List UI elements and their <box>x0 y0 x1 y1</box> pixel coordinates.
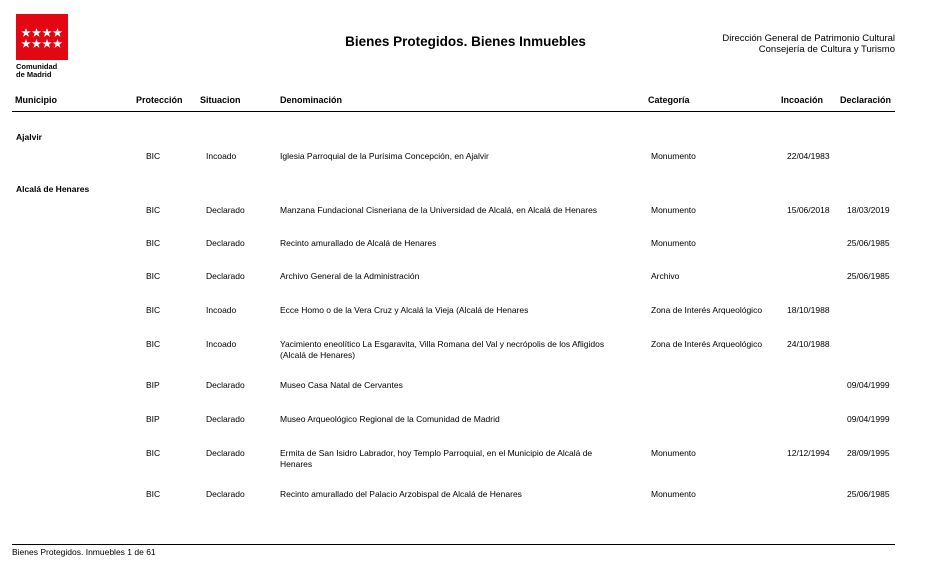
cell-proteccion: BIC <box>146 205 161 215</box>
cell-declaracion: 25/06/1985 <box>847 489 890 499</box>
cell-denominacion: Museo Arqueológico Regional de la Comunidad de Madrid <box>280 414 500 424</box>
column-header-declaracion: Declaración <box>840 95 892 105</box>
cell-denominacion: Recinto amurallado de Alcalá de Henares <box>280 238 437 248</box>
cell-declaracion: 28/09/1995 <box>847 448 890 458</box>
cell-proteccion: BIC <box>146 271 161 281</box>
header-divider <box>12 111 895 112</box>
cell-situacion: Incoado <box>206 339 237 349</box>
cell-denominacion: Yacimiento eneolítico La Esgaravita, Villa Romana del Val y necrópolis de los Afligidos (Alcalá de Henares) <box>280 339 605 360</box>
cell-categoria: Monumento <box>651 151 696 161</box>
cell-categoria: Archivo <box>651 271 680 281</box>
cell-situacion: Declarado <box>206 448 245 458</box>
column-header-denominacion: Denominación <box>280 95 343 105</box>
cell-denominacion: Archivo General de la Administración <box>280 271 420 281</box>
cell-incoacion: 22/04/1983 <box>787 151 830 161</box>
cell-situacion: Incoado <box>206 305 237 315</box>
column-header-municipio: Municipio <box>15 95 57 105</box>
cell-situacion: Incoado <box>206 151 237 161</box>
group-municipio-heading: Ajalvir <box>16 132 42 142</box>
cell-situacion: Declarado <box>206 205 245 215</box>
cell-incoacion: 18/10/1988 <box>787 305 830 315</box>
cell-proteccion: BIC <box>146 339 161 349</box>
cell-categoria: Monumento <box>651 205 696 215</box>
cell-proteccion: BIC <box>146 305 161 315</box>
group-municipio-heading: Alcalá de Henares <box>16 184 90 194</box>
cell-denominacion: Iglesia Parroquial de la Purísima Concepción, en Ajalvir <box>280 151 489 161</box>
cell-incoacion: 24/10/1988 <box>787 339 830 349</box>
cell-categoria: Monumento <box>651 238 696 248</box>
cell-proteccion: BIP <box>146 414 160 424</box>
cell-declaracion: 18/03/2019 <box>847 205 890 215</box>
column-header-incoacion: Incoación <box>781 95 824 105</box>
column-header-proteccion: Protección <box>136 95 183 105</box>
cell-proteccion: BIC <box>146 238 161 248</box>
cell-declaracion: 25/06/1985 <box>847 271 890 281</box>
cell-denominacion: Recinto amurallado del Palacio Arzobispal de Alcalá de Henares <box>280 489 522 499</box>
cell-situacion: Declarado <box>206 414 245 424</box>
footer-page-info: Bienes Protegidos. Inmuebles 1 de 61 <box>12 547 156 557</box>
cell-categoria: Monumento <box>651 489 696 499</box>
organization-block <box>722 33 895 55</box>
cell-denominacion: Ermita de San Isidro Labrador, hoy Templo Parroquial, en el Municipio de Alcalá de Henares <box>280 448 593 469</box>
cell-denominacion: Museo Casa Natal de Cervantes <box>280 380 403 390</box>
page-title: Bienes Protegidos. Bienes Inmuebles <box>345 34 586 49</box>
column-header-situacion: Situacion <box>200 95 241 105</box>
cell-categoria: Monumento <box>651 448 696 458</box>
cell-categoria: Zona de Interés Arqueológico <box>651 339 763 349</box>
cell-denominacion: Manzana Fundacional Cisneriana de la Universidad de Alcalá, en Alcalá de Henares <box>280 205 598 215</box>
footer-divider <box>12 544 895 545</box>
cell-situacion: Declarado <box>206 271 245 281</box>
cell-proteccion: BIC <box>146 448 161 458</box>
cell-proteccion: BIP <box>146 380 160 390</box>
org-line-1: Dirección General de Patrimonio Cultural <box>722 33 895 44</box>
cell-declaracion: 09/04/1999 <box>847 414 890 424</box>
cell-declaracion: 25/06/1985 <box>847 238 890 248</box>
cell-situacion: Declarado <box>206 489 245 499</box>
logo-line-1: Comunidad <box>16 62 58 71</box>
cell-declaracion: 09/04/1999 <box>847 380 890 390</box>
cell-incoacion: 12/12/1994 <box>787 448 830 458</box>
org-line-2: Consejería de Cultura y Turismo <box>758 44 895 55</box>
cell-categoria: Zona de Interés Arqueológico <box>651 305 763 315</box>
cell-incoacion: 15/06/2018 <box>787 205 830 215</box>
cell-proteccion: BIC <box>146 151 161 161</box>
column-header-categoria: Categoría <box>648 95 690 105</box>
cell-situacion: Declarado <box>206 238 245 248</box>
logo-line-2: de Madrid <box>16 70 52 79</box>
cell-situacion: Declarado <box>206 380 245 390</box>
cell-denominacion: Ecce Homo o de la Vera Cruz y Alcalá la Vieja (Alcalá de Henares <box>280 305 529 315</box>
cell-proteccion: BIC <box>146 489 161 499</box>
